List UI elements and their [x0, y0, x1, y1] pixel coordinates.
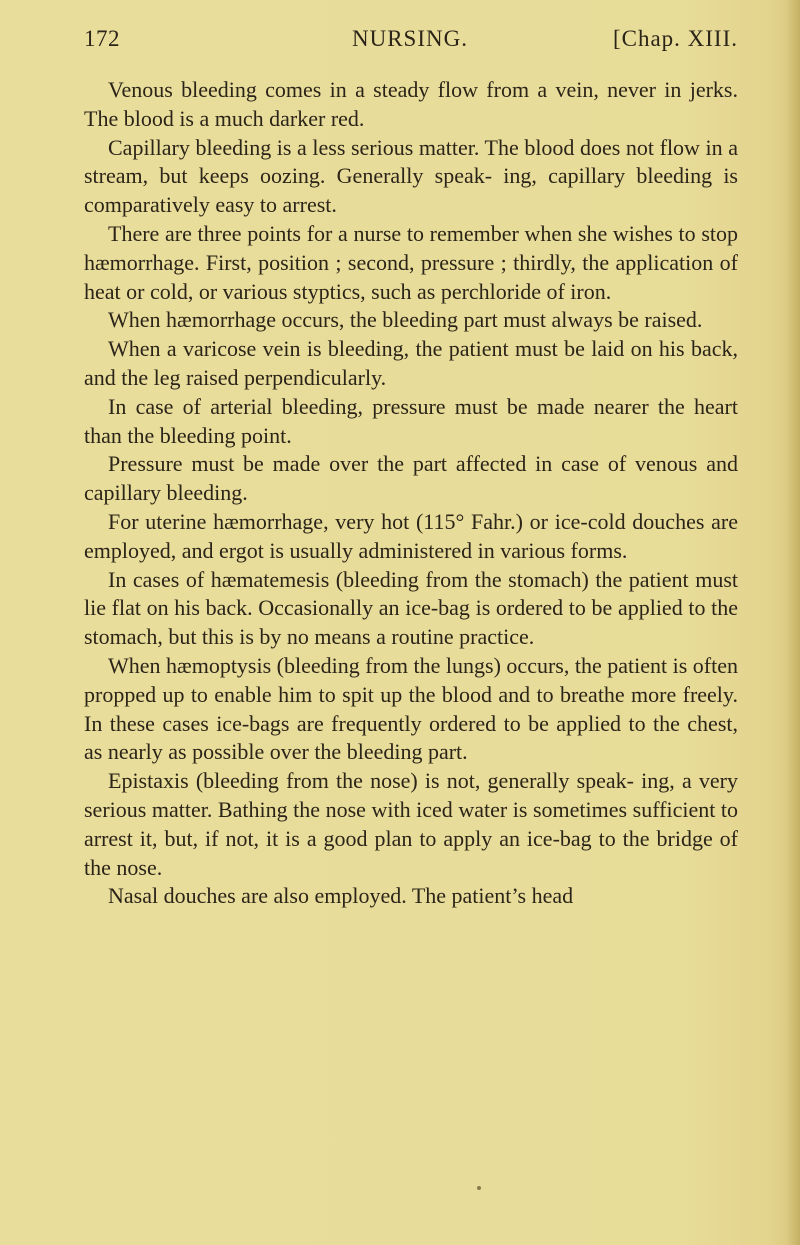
paragraph-arterial-bleeding: In case of arterial bleeding, pressure must be made nearer the heart than the bleeding point. [84, 393, 738, 448]
paragraph-epistaxis: Epistaxis (bleeding from the nose) is not, generally speak- ing, a very serious matter. Bathing the nose with iced water is sometimes sufficient to arrest it, but, if not, it is a good plan to apply an ice-bag to the bridge of the nose. [84, 768, 738, 880]
paragraph-raise-part: When hæmorrhage occurs, the bleeding part must always be raised. [108, 307, 703, 333]
body-text [84, 76, 738, 911]
paragraph-venous-bleeding: Venous bleeding comes in a steady flow from a vein, never in jerks. The blood is a much darker red. [84, 77, 738, 131]
page-number: 172 [84, 26, 120, 51]
paragraph-haemoptysis: When hæmoptysis (bleeding from the lungs) occurs, the patient is often propped up to enable him to spit up the blood and to breathe more freely. In these cases ice-bags are frequently ordered to be applied to the chest, as nearly as possible over the bleeding part. [84, 652, 738, 765]
paragraph-pressure: Pressure must be made over the part affected in case of venous and capillary bleeding. [84, 451, 738, 506]
running-head [84, 26, 738, 62]
paragraph-haematemesis: In cases of hæmatemesis (bleeding from the stomach) the patient must lie flat on his back. Occasionally an ice-bag is ordered to be applied to the stomach, but this is by no means a routine practice. [84, 566, 738, 650]
print-speck [477, 1186, 481, 1190]
paragraph-nasal-douches: Nasal douches are also employed. The patient’s head [108, 883, 574, 909]
paragraph-three-points: There are three points for a nurse to remember when she wishes to stop hæmorrhage. First, position ; second, pressure ; thirdly, the application of heat or cold, or various styptics, such as perchloride of iron. [84, 220, 738, 304]
running-title: NURSING. [352, 26, 468, 51]
paragraph-uterine-haemorrhage: For uterine hæmorrhage, very hot (115° Fahr.) or ice-cold douches are employed, and ergot is usually administered in various forms. [84, 508, 738, 563]
page-edge-shadow [786, 0, 800, 1245]
paragraph-varicose-vein: When a varicose vein is bleeding, the patient must be laid on his back, and the leg raised perpendicularly. [84, 336, 738, 390]
chapter-label: [Chap. XIII. [612, 26, 738, 51]
paragraph-capillary-bleeding: Capillary bleeding is a less serious matter. The blood does not flow in a stream, but keeps oozing. Generally speak- ing, capillary bleeding is comparatively easy to arrest. [84, 134, 738, 218]
